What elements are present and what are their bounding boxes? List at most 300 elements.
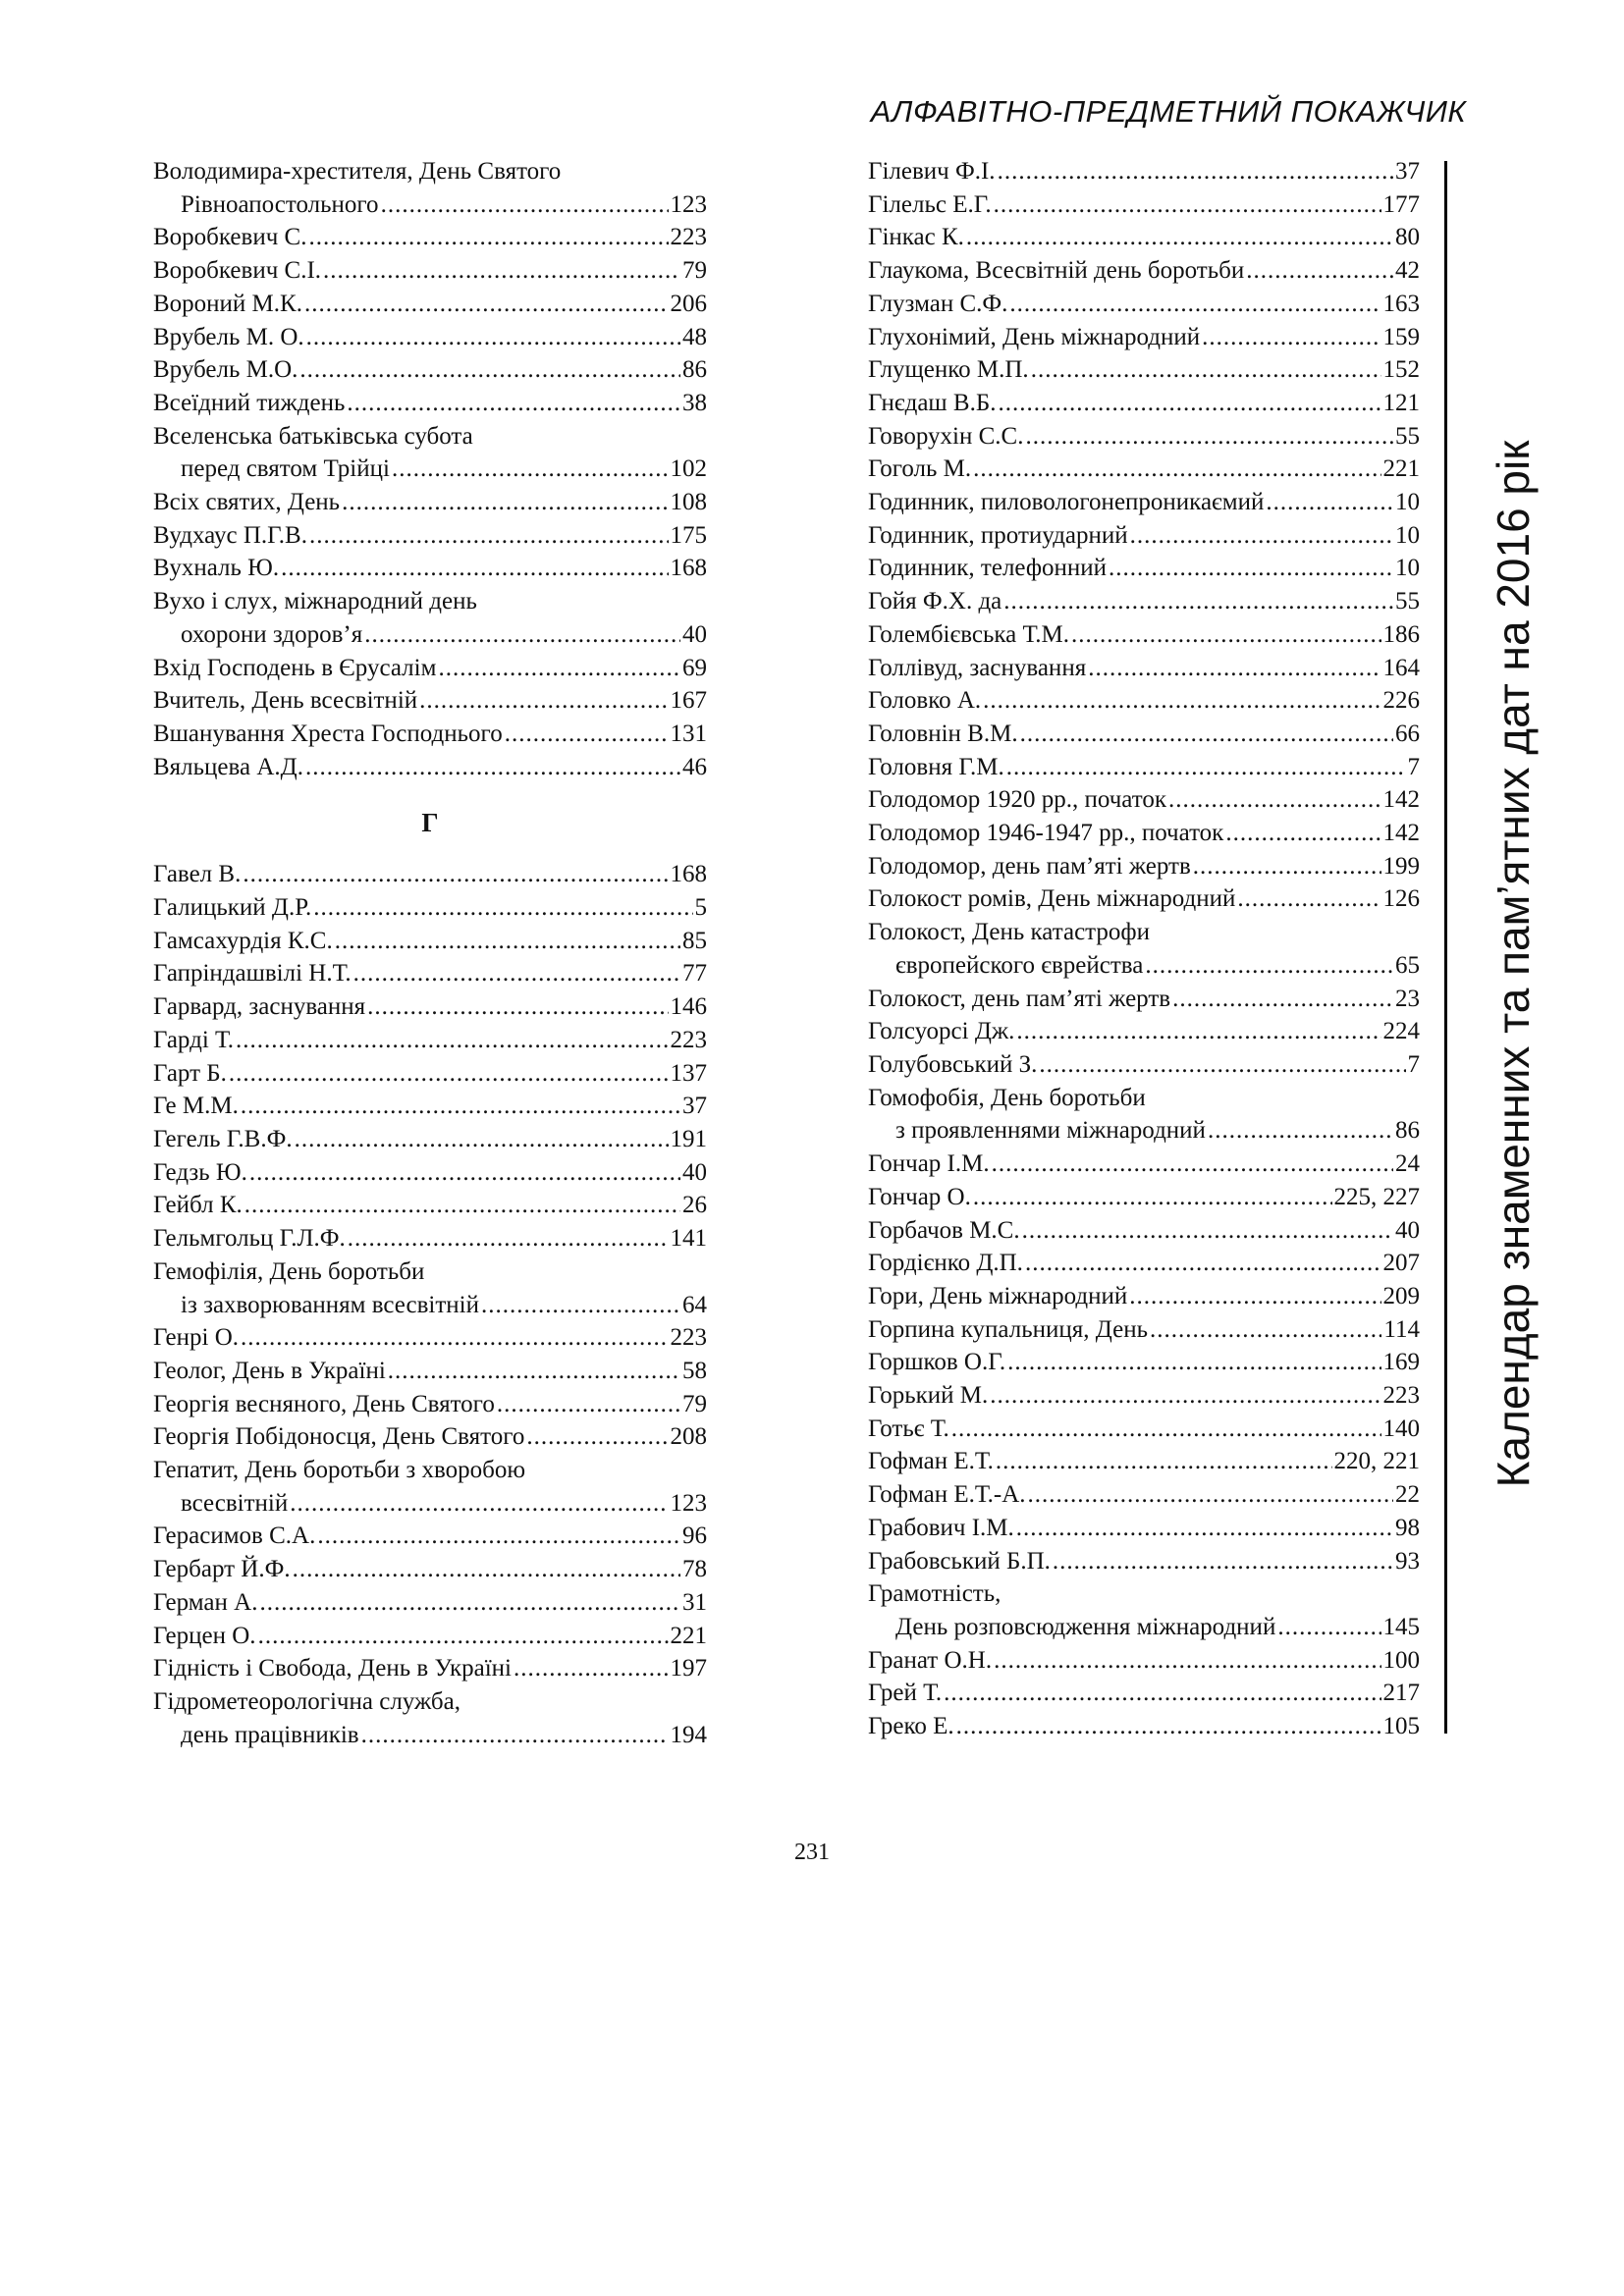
entry-line	[153, 990, 707, 1024]
entry-line	[868, 684, 1420, 718]
index-entry	[153, 519, 707, 553]
side-divider	[1444, 161, 1447, 1734]
entry-page: 22	[1395, 1481, 1420, 1509]
entry-page: 191	[670, 1125, 707, 1152]
side-title-band	[1459, 432, 1567, 1497]
index-entry	[868, 1677, 1420, 1710]
index-entry	[153, 891, 707, 925]
entry-line	[153, 1388, 707, 1421]
entry-term: Гори, День міжнародний	[868, 1282, 1128, 1309]
dot-leader	[438, 652, 680, 685]
entry-line	[153, 858, 707, 891]
entry-term: Готьє Т.	[868, 1415, 949, 1442]
index-entry	[868, 552, 1420, 585]
index-entry	[868, 1048, 1420, 1082]
dot-leader	[1225, 817, 1380, 850]
dot-leader	[944, 1677, 1380, 1710]
entry-term: Галицький Д.Р.	[153, 894, 312, 922]
entry-term: Гейбл К.	[153, 1192, 243, 1219]
entry-page: 206	[670, 290, 707, 317]
dot-leader	[505, 718, 669, 751]
entry-page: 208	[670, 1423, 707, 1451]
entry-page: 37	[682, 1093, 707, 1120]
entry-page: 42	[1395, 257, 1420, 285]
entry-term: Голубовський З.	[868, 1050, 1038, 1078]
index-entry	[868, 1577, 1420, 1643]
entry-line	[153, 1289, 707, 1322]
entry-continuation: охорони здоров’я	[181, 620, 363, 648]
index-entry	[153, 652, 707, 685]
entry-term: Геолог, День в Україні	[153, 1357, 386, 1384]
entry-term: Гофман Е.Т.	[868, 1448, 994, 1475]
entry-term: Герман А.	[153, 1588, 258, 1616]
index-entry	[868, 420, 1420, 454]
entry-continuation: День розповсюдження міжнародний	[895, 1613, 1276, 1640]
entry-line	[153, 353, 707, 387]
index-entry	[868, 1445, 1420, 1478]
dot-leader	[1025, 1247, 1381, 1280]
entry-continuation: день працівників	[181, 1721, 359, 1748]
entry-term: Вухналь Ю.	[153, 555, 280, 582]
index-entry	[153, 1520, 707, 1553]
index-entry	[153, 1454, 707, 1520]
entry-term: Вороний М.К.	[153, 290, 302, 317]
entry-term: Глущенко М.П.	[868, 356, 1029, 384]
dot-leader	[1130, 519, 1393, 553]
entry-term: Голодомор 1946-1947 рр., початок	[868, 820, 1224, 847]
index-entry	[868, 1346, 1420, 1379]
entry-term: Голодомор 1920 рр., початок	[868, 786, 1166, 814]
entry-term: Вхід Господень в Єрусалім	[153, 654, 437, 681]
index-entry	[868, 453, 1420, 486]
entry-page: 114	[1383, 1315, 1420, 1343]
entry-line	[153, 925, 707, 958]
entry-term: Грабович І.М.	[868, 1514, 1014, 1541]
entry-line	[153, 751, 707, 784]
dot-leader	[1028, 1478, 1394, 1512]
entry-line	[153, 221, 707, 254]
entry-term: Гомофобія, День боротьби	[868, 1084, 1146, 1111]
entry-term: Грамотність,	[868, 1580, 1001, 1608]
entry-term: Гавел В.	[153, 861, 242, 888]
dot-leader	[249, 1156, 680, 1190]
index-entry	[868, 882, 1420, 916]
entry-line	[868, 1413, 1420, 1446]
index-entry	[868, 1313, 1420, 1347]
entry-page: 10	[1395, 521, 1420, 549]
entry-term: Годинник, пиловологонепроникаємий	[868, 489, 1265, 516]
entry-page: 224	[1382, 1018, 1420, 1045]
entry-page: 123	[670, 190, 707, 218]
entry-line	[868, 1048, 1420, 1082]
entry-term: Воробкевич С.І.	[153, 257, 322, 285]
entry-term: Гончар І.М.	[868, 1150, 990, 1178]
entry-line	[868, 1478, 1420, 1512]
dot-leader	[497, 1388, 680, 1421]
index-entry	[153, 751, 707, 784]
dot-leader	[1016, 1015, 1380, 1048]
entry-line	[153, 321, 707, 354]
dot-leader	[367, 990, 668, 1024]
index-entry	[153, 718, 707, 751]
entry-term: Володимира-хрестителя, День Святого	[153, 158, 562, 185]
side-title: Календар знаменних та пам’ятних дат на 2016 рік	[1488, 440, 1539, 1488]
dot-leader	[992, 1148, 1393, 1181]
entry-page: 40	[1395, 1216, 1420, 1244]
dot-leader	[1145, 949, 1393, 983]
entry-line	[153, 1553, 707, 1586]
entry-line	[153, 718, 707, 751]
entry-term: Головня Г.М.	[868, 753, 1004, 780]
entry-term: Голсуорсі Дж.	[868, 1018, 1015, 1045]
entry-line	[868, 453, 1420, 486]
index-entry	[153, 858, 707, 891]
entry-continuation: всесвітній	[181, 1489, 289, 1517]
index-entry	[153, 254, 707, 288]
index-entry	[868, 353, 1420, 387]
entry-page: 108	[670, 489, 707, 516]
index-entry	[153, 1553, 707, 1586]
entry-line	[153, 1222, 707, 1255]
entry-line	[153, 1685, 707, 1719]
dot-leader	[313, 891, 692, 925]
dot-leader	[1172, 983, 1393, 1016]
dot-leader	[335, 925, 680, 958]
dot-leader	[1168, 783, 1381, 817]
entry-page: 142	[1382, 786, 1420, 814]
dot-leader	[990, 1379, 1380, 1413]
dot-leader	[290, 1487, 668, 1521]
entry-line	[868, 882, 1420, 916]
entry-page: 175	[670, 521, 707, 549]
entry-line	[868, 817, 1420, 850]
entry-page: 23	[1395, 985, 1420, 1012]
entry-continuation: європейского єврейства	[895, 951, 1144, 979]
entry-line	[153, 1355, 707, 1388]
entry-line	[153, 1487, 707, 1521]
entry-term: Гапріндашвілі Н.Т.	[153, 960, 352, 988]
index-entry	[868, 684, 1420, 718]
entry-page: 140	[1382, 1415, 1420, 1442]
entry-page: 194	[670, 1721, 707, 1748]
index-entry	[868, 652, 1420, 685]
entry-term: Всеїдний тиждень	[153, 389, 346, 416]
entry-term: Голлівуд, заснування	[868, 654, 1087, 681]
entry-line	[868, 254, 1420, 288]
index-entry	[153, 552, 707, 585]
entry-line	[153, 1719, 707, 1752]
entry-term: Гінкас К.	[868, 224, 964, 251]
index-entry	[868, 519, 1420, 553]
entry-line	[868, 221, 1420, 254]
index-column-right	[868, 155, 1420, 1743]
entry-line	[153, 1586, 707, 1620]
entry-term: Греко Е.	[868, 1713, 954, 1740]
entry-page: 220, 221	[1333, 1448, 1420, 1475]
entry-page: 40	[682, 1158, 707, 1186]
dot-leader	[973, 453, 1380, 486]
entry-line	[153, 552, 707, 585]
entry-term: Гарт Б.	[153, 1059, 227, 1087]
entry-page: 48	[682, 323, 707, 350]
section-letter: Г	[421, 808, 439, 838]
entry-page: 225, 227	[1333, 1183, 1420, 1210]
entry-page: 221	[1382, 455, 1420, 483]
index-entry	[868, 1247, 1420, 1280]
dot-leader	[281, 552, 668, 585]
entry-page: 131	[670, 720, 707, 747]
entry-term: Глухонімий, День міжнародний	[868, 323, 1201, 350]
entry-term: Гамсахурдія К.С.	[153, 927, 333, 954]
entry-page: 105	[1382, 1713, 1420, 1740]
entry-line	[868, 1148, 1420, 1181]
entry-line	[153, 684, 707, 718]
entry-line	[153, 1652, 707, 1685]
entry-line	[153, 1520, 707, 1553]
entry-page: 207	[1382, 1250, 1420, 1277]
entry-line	[153, 585, 707, 618]
entry-line	[868, 1512, 1420, 1545]
entry-page: 223	[1382, 1382, 1420, 1410]
entry-line	[153, 453, 707, 486]
entry-line	[153, 1057, 707, 1091]
dot-leader	[1006, 751, 1406, 784]
dot-leader	[241, 1321, 668, 1355]
index-entry	[153, 990, 707, 1024]
index-entry	[868, 1644, 1420, 1678]
entry-line	[153, 486, 707, 519]
entry-page: 137	[670, 1059, 707, 1087]
entry-term: Гідність і Свобода, День в Україні	[153, 1655, 512, 1682]
entry-line	[868, 1445, 1420, 1478]
entry-term: Гарді Т.	[153, 1026, 235, 1053]
dot-leader	[1016, 1512, 1393, 1545]
entry-page: 79	[682, 257, 707, 285]
dot-leader	[317, 1520, 680, 1553]
entry-page: 77	[682, 960, 707, 988]
index-entry	[153, 1355, 707, 1388]
entry-line	[153, 188, 707, 222]
entry-term: Ге М.М.	[153, 1093, 239, 1120]
index-entry	[868, 254, 1420, 288]
entry-continuation: із захворюванням всесвітній	[181, 1291, 480, 1318]
entry-page: 142	[1382, 820, 1420, 847]
entry-term: Георгія весняного, День Святого	[153, 1390, 495, 1417]
entry-line	[153, 957, 707, 990]
entry-line	[868, 1577, 1420, 1611]
index-entry	[153, 925, 707, 958]
page-number: 231	[794, 1840, 830, 1865]
entry-term: Вчитель, День всесвітній	[153, 687, 418, 715]
entry-page: 199	[1382, 852, 1420, 880]
entry-page: 55	[1395, 422, 1420, 450]
index-entry	[868, 188, 1420, 222]
entry-term: Вшанування Хреста Господнього	[153, 720, 503, 747]
dot-leader	[1208, 1114, 1393, 1148]
entry-page: 5	[694, 894, 707, 922]
entry-line	[153, 1024, 707, 1057]
entry-line	[153, 1420, 707, 1454]
index-entry	[868, 916, 1420, 982]
dot-leader	[481, 1289, 680, 1322]
index-entry	[868, 1181, 1420, 1214]
index-entry	[868, 1545, 1420, 1578]
entry-page: 55	[1395, 588, 1420, 615]
index-entry	[868, 783, 1420, 817]
entry-line	[153, 1321, 707, 1355]
index-entry	[868, 585, 1420, 618]
index-entry	[153, 1685, 707, 1751]
running-header: АЛФАВІТНО-ПРЕДМЕТНИЙ ПОКАЖЧИК	[870, 94, 1467, 129]
index-entry	[868, 817, 1420, 850]
dot-leader	[1022, 1214, 1393, 1248]
entry-line	[868, 552, 1420, 585]
entry-page: 164	[1382, 654, 1420, 681]
entry-term: Вухо і слух, міжнародний день	[153, 588, 477, 615]
dot-leader	[381, 188, 669, 222]
entry-term: Гегель Г.В.Ф.	[153, 1125, 293, 1152]
entry-line	[868, 1313, 1420, 1347]
entry-line	[868, 916, 1420, 949]
entry-term: Гнєдаш В.Б.	[868, 389, 997, 416]
entry-line	[868, 1181, 1420, 1214]
index-entry	[153, 288, 707, 321]
index-entry	[153, 1222, 707, 1255]
entry-term: Головко А.	[868, 687, 982, 715]
entry-term: Горбачов М.С.	[868, 1216, 1020, 1244]
entry-line	[153, 891, 707, 925]
entry-line	[153, 387, 707, 420]
entry-page: 159	[1382, 323, 1420, 350]
dot-leader	[1031, 353, 1381, 387]
entry-continuation: з проявленнями міжнародний	[895, 1117, 1206, 1145]
entry-term: Голокост, день пам’яті жертв	[868, 985, 1171, 1012]
entry-term: Гоголь М.	[868, 455, 972, 483]
entry-line	[153, 519, 707, 553]
dot-leader	[347, 387, 680, 420]
dot-leader	[361, 1719, 669, 1752]
entry-page: 163	[1382, 290, 1420, 317]
entry-line	[868, 1114, 1420, 1148]
entry-line	[868, 983, 1420, 1016]
entry-page: 197	[670, 1655, 707, 1682]
dot-leader	[308, 221, 668, 254]
entry-page: 168	[670, 555, 707, 582]
entry-term: Голокост, День катастрофи	[868, 919, 1150, 946]
dot-leader	[1039, 1048, 1405, 1082]
entry-page: 209	[1382, 1282, 1420, 1309]
index-entry	[868, 1512, 1420, 1545]
index-entry	[868, 1379, 1420, 1413]
index-entry	[153, 1057, 707, 1091]
entry-line	[868, 1280, 1420, 1313]
entry-page: 100	[1382, 1646, 1420, 1674]
dot-leader	[299, 353, 680, 387]
entry-line	[868, 155, 1420, 188]
index-entry	[868, 1082, 1420, 1148]
entry-line	[868, 486, 1420, 519]
dot-leader	[1020, 718, 1393, 751]
index-entry	[868, 850, 1420, 883]
entry-page: 69	[682, 654, 707, 681]
entry-term: Генрі О.	[153, 1324, 240, 1352]
entry-page: 24	[1395, 1150, 1420, 1178]
entry-line	[868, 188, 1420, 222]
index-entry	[868, 1478, 1420, 1512]
entry-line	[868, 1545, 1420, 1578]
entry-term: Головнін В.М.	[868, 720, 1018, 747]
dot-leader	[419, 684, 668, 718]
entry-line	[153, 1156, 707, 1190]
entry-line	[153, 420, 707, 454]
index-entry	[153, 585, 707, 651]
entry-page: 58	[682, 1357, 707, 1384]
dot-leader	[1003, 585, 1393, 618]
index-entry	[153, 353, 707, 387]
entry-page: 167	[670, 687, 707, 715]
entry-line	[868, 321, 1420, 354]
index-entry	[868, 486, 1420, 519]
entry-line	[153, 1620, 707, 1653]
dot-leader	[1202, 321, 1380, 354]
entry-line	[153, 1090, 707, 1123]
entry-term: Голокост ромів, День міжнародний	[868, 885, 1236, 913]
entry-page: 121	[1382, 389, 1420, 416]
entry-page: 223	[670, 224, 707, 251]
entry-page: 64	[682, 1291, 707, 1318]
index-entry	[153, 1388, 707, 1421]
index-entry	[153, 486, 707, 519]
entry-line	[868, 652, 1420, 685]
entry-line	[868, 353, 1420, 387]
index-entry	[868, 1710, 1420, 1743]
dot-leader	[1266, 486, 1393, 519]
dot-leader	[323, 254, 680, 288]
index-entry	[153, 221, 707, 254]
dot-leader	[973, 1181, 1332, 1214]
index-entry	[868, 221, 1420, 254]
entry-term: Вяльцева А.Д.	[153, 753, 303, 780]
entry-term: Гордієнко Д.П.	[868, 1250, 1023, 1277]
entry-term: Гельмгольц Г.Л.Ф.	[153, 1225, 346, 1253]
entry-term: Гойя Ф.Х. да	[868, 588, 1002, 615]
index-entry	[153, 1024, 707, 1057]
index-entry	[153, 957, 707, 990]
dot-leader	[309, 519, 669, 553]
entry-term: Глаукома, Всесвітній день боротьби	[868, 257, 1245, 285]
dot-leader	[998, 155, 1393, 188]
entry-continuation: перед святом Трійці	[181, 455, 390, 483]
dot-leader	[514, 1652, 669, 1685]
index-entry	[153, 1189, 707, 1222]
dot-leader	[526, 1420, 668, 1454]
index-entry	[153, 420, 707, 486]
entry-line	[153, 1189, 707, 1222]
entry-page: 37	[1395, 158, 1420, 185]
index-entry	[153, 1255, 707, 1321]
dot-leader	[353, 957, 680, 990]
index-column-left	[153, 155, 707, 1751]
entry-line	[868, 1644, 1420, 1678]
dot-leader	[1007, 1346, 1380, 1379]
entry-line	[868, 585, 1420, 618]
entry-term: Гербарт Й.Ф.	[153, 1556, 291, 1583]
index-entry	[868, 321, 1420, 354]
entry-term: Врубель М.О.	[153, 356, 298, 384]
dot-leader	[956, 1710, 1381, 1743]
entry-line	[868, 1247, 1420, 1280]
index-entry	[868, 1015, 1420, 1048]
